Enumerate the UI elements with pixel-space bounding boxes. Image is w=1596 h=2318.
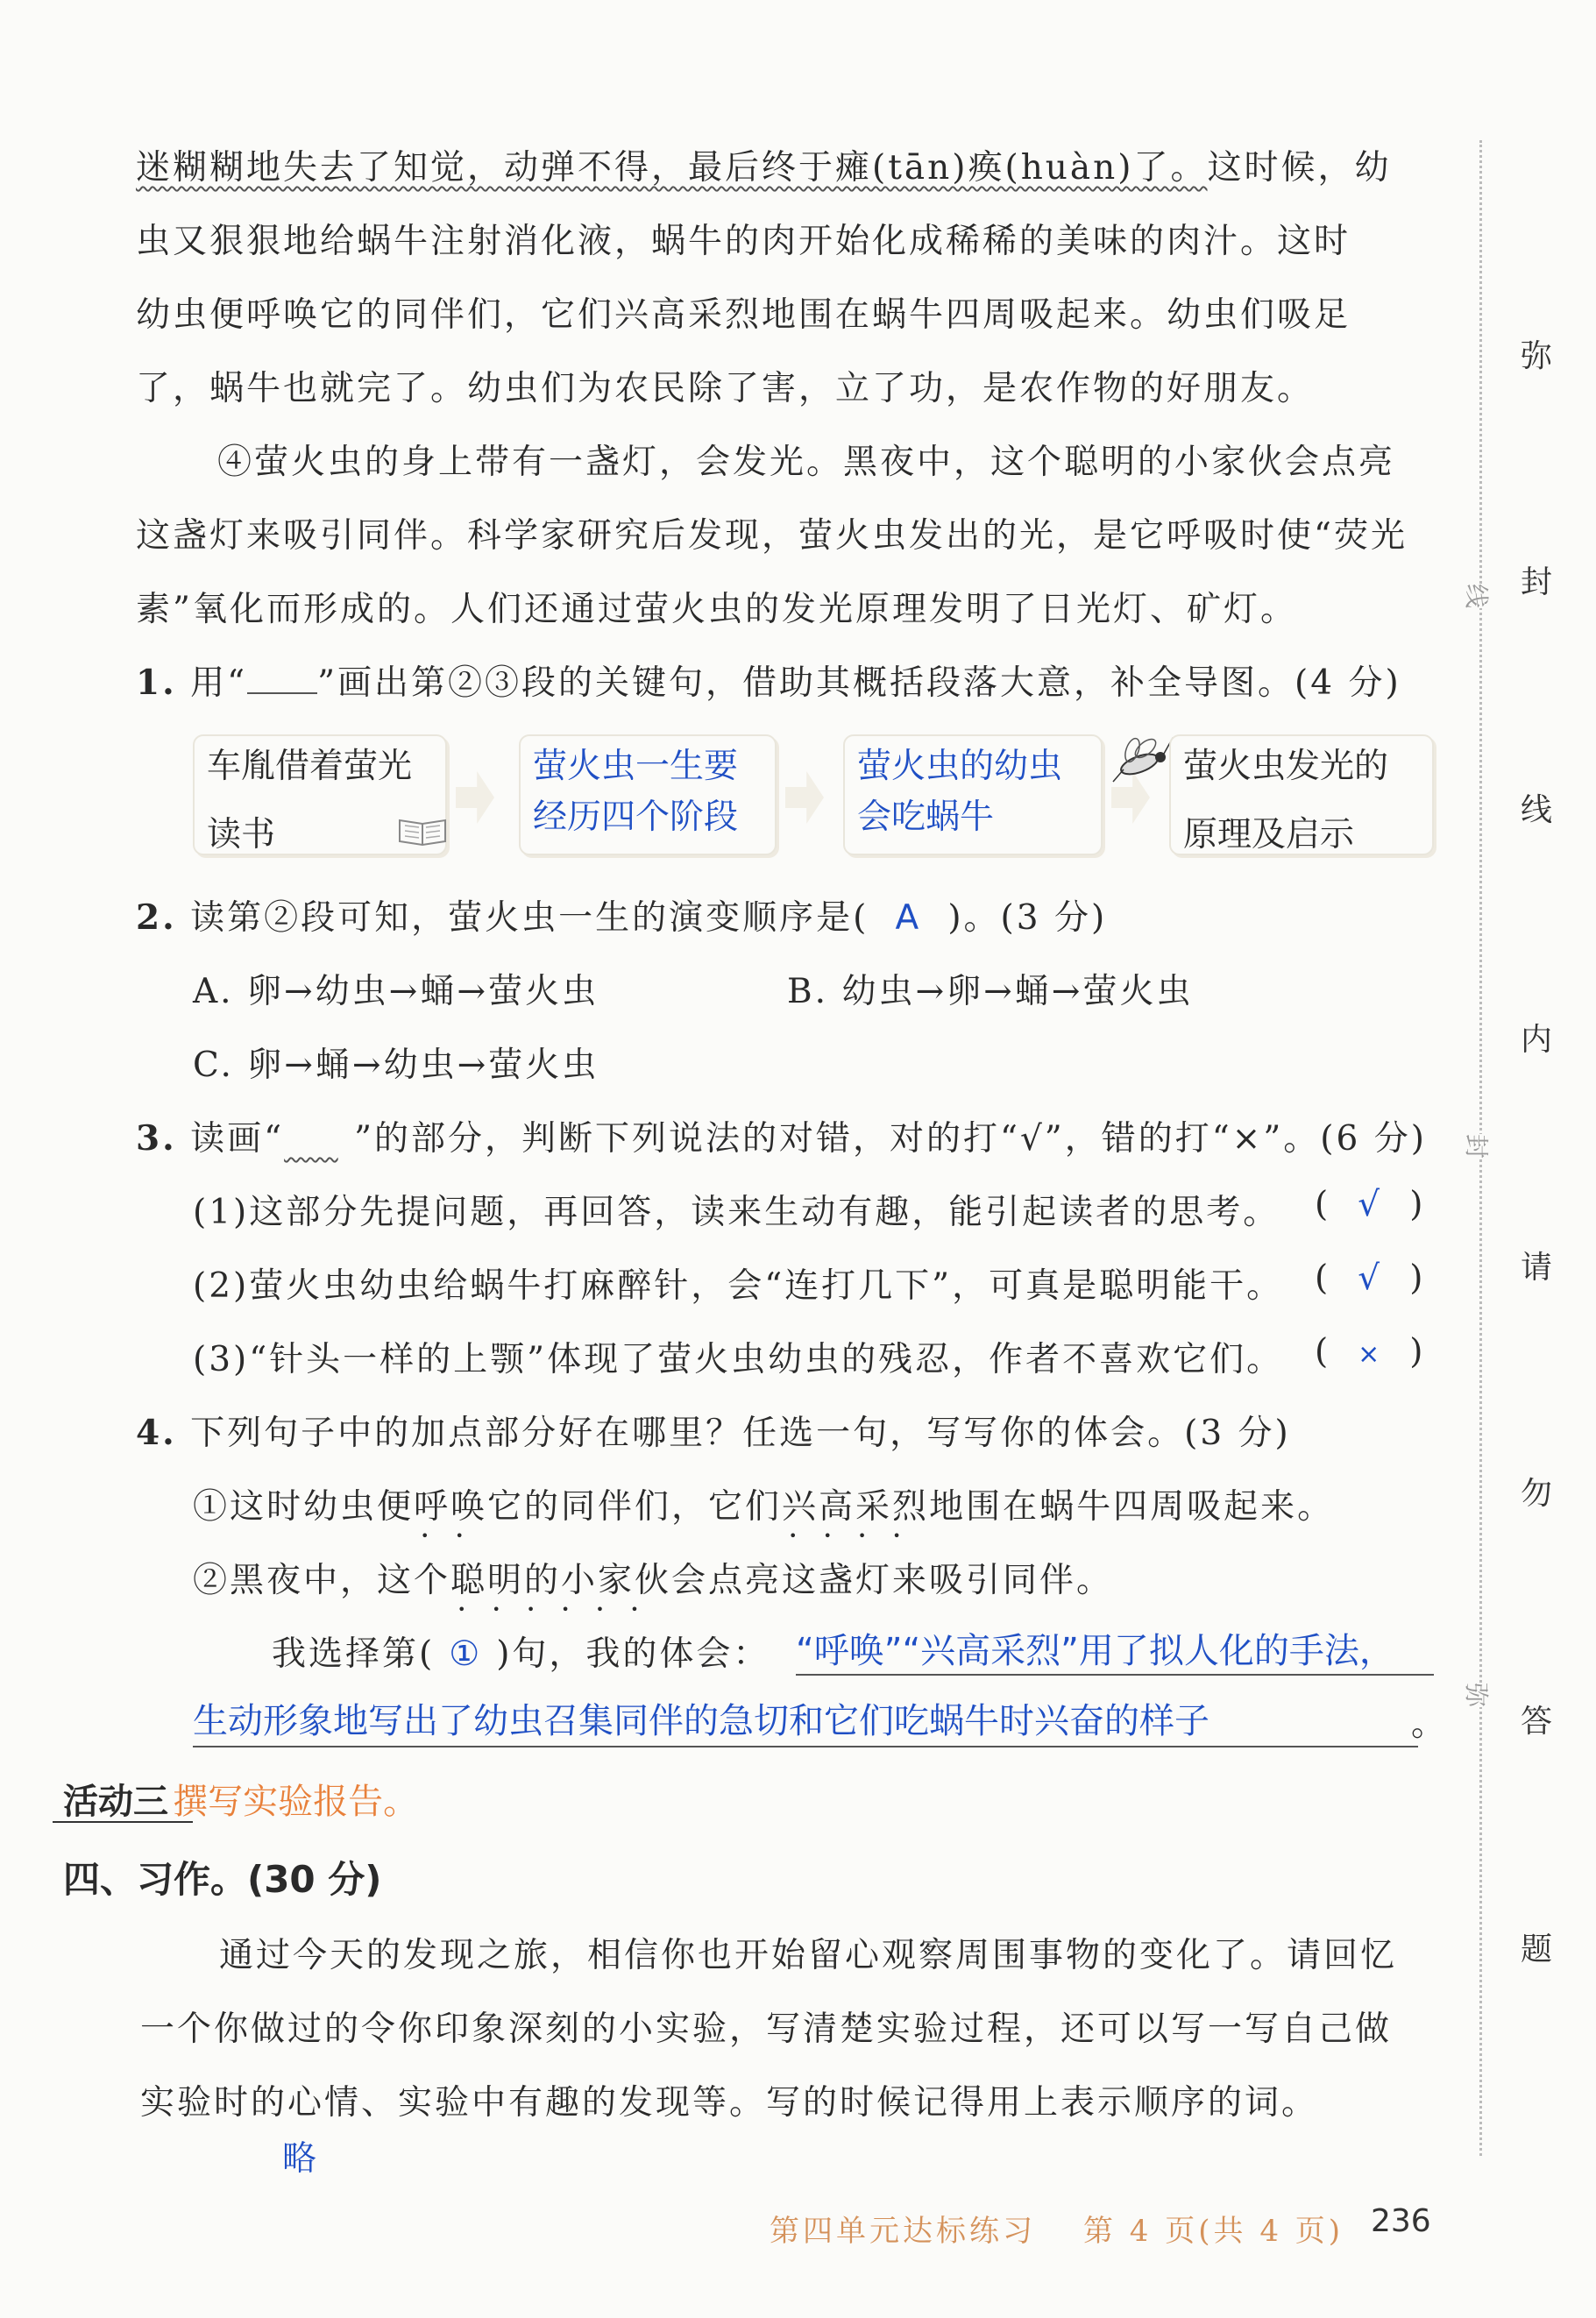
prompt-line: 一个你做过的令你印象深刻的小实验，写清楚实验过程，还可以写一写自己做 [140, 2010, 1393, 2049]
judge-bracket: ( √ ) [1315, 1185, 1426, 1224]
mindmap-box-3: 萤火虫的幼虫 会吃蜗牛 [843, 734, 1103, 855]
judge-bracket: ( × ) [1315, 1332, 1426, 1372]
dotted-phrase: 呼唤 •• [414, 1487, 490, 1544]
dotted-phrase: 聪明的小家伙 •••••• [450, 1561, 672, 1618]
activity-title: 撰写实验报告。 [173, 1782, 419, 1822]
choice-line: 我选择第( ① )句，我的体会： [272, 1634, 770, 1674]
essay-answer: 略 [282, 2139, 320, 2179]
footer-page: 第 4 页(共 4 页) [1083, 2214, 1344, 2249]
mindmap-box-4: 萤火虫发光的 原理及启示 [1169, 734, 1434, 855]
prompt-line: 实验时的心情、实验中有趣的发现等。写的时候记得用上表示顺序的词。 [140, 2083, 1319, 2123]
option-a: A. 卵→幼虫→蛹→萤火虫 [193, 972, 599, 1011]
answer-choice: A [895, 898, 922, 938]
activity-label: 活动三 [63, 1782, 168, 1822]
question-1: 1. 用“ ”画出第②③段的关键句，借助其概括段落大意，补全导图。(4 分) [136, 663, 1401, 703]
sentence-1: ①这时幼虫便呼唤 •• 它的同伴们，它们兴高采烈 •••• 地围在蜗牛四周吸起来。 [193, 1487, 1335, 1544]
question-4: 4. 下列句子中的加点部分好在哪里？任选一句，写写你的体会。(3 分) [136, 1413, 1291, 1453]
book-icon [396, 813, 449, 848]
firefly-icon [1106, 729, 1176, 790]
footer-unit: 第四单元达标练习 [770, 2214, 1036, 2249]
dotted-phrase: 兴高采烈 •••• [782, 1487, 930, 1544]
question-3: 3. 读画“ ”的部分，判断下列说法的对错，对的打“√”，错的打“×”。(6 分) [136, 1118, 1427, 1159]
statement-3: (3)“针头一样的上颚”体现了萤火虫幼虫的残忍，作者不喜欢它们。 [193, 1340, 1284, 1379]
question-2: 2. 读第②段可知，萤火虫一生的演变顺序是( A )。(3 分) [136, 897, 1108, 938]
activity-heading [63, 1774, 418, 1824]
statement-1: (1)这部分先提问题，再回答，读来生动有趣，能引起读者的思考。 [193, 1193, 1280, 1232]
judge-bracket: ( √ ) [1315, 1258, 1426, 1298]
answer-underline [796, 1674, 1434, 1676]
statement-2: (2)萤火虫幼虫给蜗牛打麻醉针，会“连打几下”，可真是聪明能干。 [193, 1266, 1284, 1306]
mindmap-box-1: 车胤借着萤光 读书 [193, 734, 447, 855]
passage-line: 虫又狠狠地给蜗牛注射消化液，蜗牛的肉开始化成稀稀的美味的肉汁。这时 [136, 222, 1351, 261]
passage-line: 素”氧化而形成的。人们还通过萤火虫的发光原理发明了日光灯、矿灯。 [136, 590, 1297, 629]
passage-line: 幼虫便呼唤它的同伴们，它们兴高采烈地围在蜗牛四周吸起来。幼虫们吸足 [136, 295, 1351, 335]
sentence-2: ②黑夜中，这个聪明的小家伙 •••••• 会点亮这盏灯来吸引同伴。 [193, 1561, 1114, 1618]
wavy-underlined-text: 迷糊糊地失去了知觉，动弹不得，最后终于瘫(tān)痪(huàn)了。 [136, 148, 1208, 188]
arrow-icon [785, 771, 824, 824]
prompt-line: 通过今天的发现之旅，相信你也开始留心观察周围事物的变化了。请回忆 [219, 1936, 1398, 1975]
passage-line: 了，蜗牛也就完了。幼虫们为农民除了害，立了功，是农作物的好朋友。 [136, 369, 1315, 408]
passage-line: 这盏灯来吸引同伴。科学家研究后发现，萤火虫发出的光，是它呼吸时使“荧光 [136, 516, 1408, 556]
option-c: C. 卵→蛹→幼虫→萤火虫 [193, 1046, 599, 1085]
page-number: 236 [1371, 2203, 1431, 2239]
activity-underline [53, 1821, 193, 1823]
passage-line: ④萤火虫的身上带有一盏灯，会发光。黑夜中，这个聪明的小家伙会点亮 [217, 443, 1396, 482]
answer-line-1: “呼唤”“兴高采烈”用了拟人化的手法， [796, 1631, 1394, 1671]
arrow-icon [456, 771, 494, 824]
mindmap-box-2: 萤火虫一生要 经历四个阶段 [519, 734, 777, 855]
answer-underline [193, 1746, 1418, 1747]
option-b: B. 幼虫→卵→蛹→萤火虫 [787, 972, 1194, 1011]
answer-line-2: 生动形象地写出了幼虫召集同伴的急切和它们吃蜗牛时兴奋的样子 [193, 1701, 1209, 1741]
underline-sample [247, 666, 317, 694]
section-heading: 四、习作。(30 分) [63, 1858, 382, 1901]
wavy-sample [284, 1119, 354, 1145]
passage-line: 迷糊糊地失去了知觉，动弹不得，最后终于瘫(tān)痪(huàn)了。这时候，幼 [136, 148, 1392, 188]
